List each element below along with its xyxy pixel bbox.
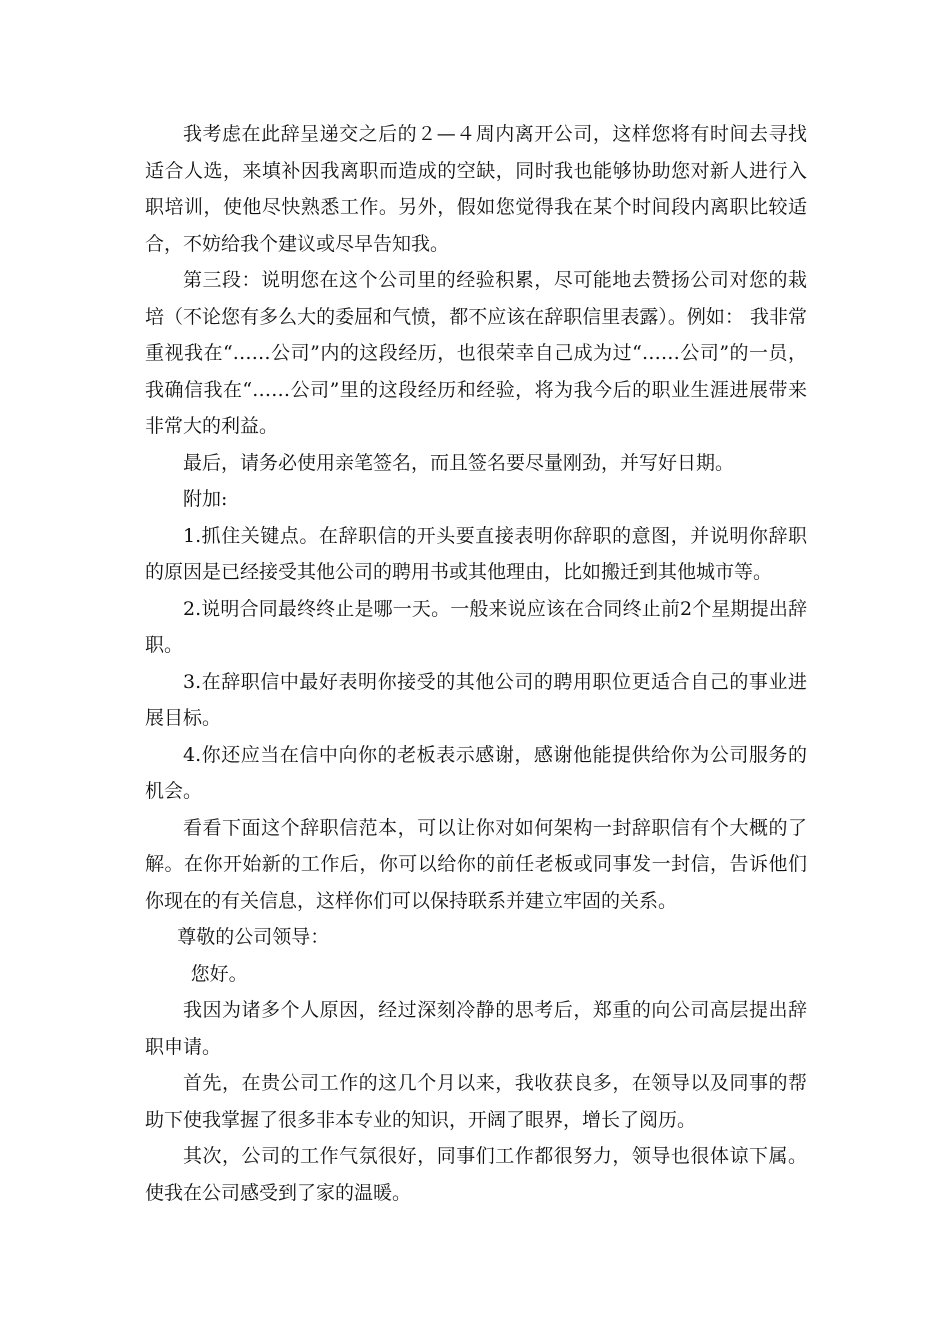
- paragraph-appendix-item-4: 4.你还应当在信中向你的老板表示感谢，感谢他能提供给你为公司服务的机会。: [145, 743, 807, 802]
- letter-body-paragraph-3: 其次，公司的工作气氛很好，同事们工作都很努力，领导也很体谅下属。使我在公司感受到了家的温暖。: [145, 1145, 807, 1204]
- letter-body-paragraph-2: 首先，在贵公司工作的这几个月以来，我收获良多，在领导以及同事的帮助下使我掌握了很多非本专业的知识，开阔了眼界，增长了阅历。: [145, 1072, 807, 1131]
- paragraph-appendix-item-2: 2.说明合同最终终止是哪一天。一般来说应该在合同终止前2个星期提出辞职。: [145, 597, 807, 656]
- letter-body-paragraph-1: 我因为诸多个人原因，经过深刻冷静的思考后，郑重的向公司高层提出辞职申请。: [145, 999, 807, 1058]
- paragraph-appendix-item-3: 3.在辞职信中最好表明你接受的其他公司的聘用职位更适合自己的事业进展目标。: [145, 670, 807, 729]
- paragraph-appendix-item-1: 1.抓住关键点。在辞职信的开头要直接表明你辞职的意图，并说明你辞职的原因是已经接受其他公司的聘用书或其他理由，比如搬迁到其他城市等。: [145, 524, 807, 583]
- paragraph-sample-intro: 看看下面这个辞职信范本，可以让你对如何架构一封辞职信有个大概的了解。在你开始新的工作后，你可以给你的前任老板或同事发一封信，告诉他们你现在的有关信息，这样你们可以保持联系并建立牢固的关系。: [145, 816, 807, 912]
- letter-salutation: 尊敬的公司领导：: [177, 926, 330, 948]
- letter-greeting: 您好。: [190, 962, 248, 985]
- paragraph-resignation-timing: 我考虑在此辞呈递交之后的２—４周内离开公司，这样您将有时间去寻找适合人选，来填补因我离职而造成的空缺，同时我也能够协助您对新人进行入职培训，使他尽快熟悉工作。另外，假如您觉得我在某个时间段内离职比较适合，不妨给我个建议或尽早告知我。: [145, 123, 807, 255]
- paragraph-signature-advice: 最后，请务必使用亲笔签名，而且签名要尽量刚劲，并写好日期。: [183, 451, 735, 474]
- document-body: [145, 116, 807, 1211]
- paragraph-appendix-heading: 附加:: [183, 488, 228, 510]
- paragraph-third-section: 第三段：说明您在这个公司里的经验积累，尽可能地去赞扬公司对您的栽培（不论您有多么大的委屈和气愤，都不应该在辞职信里表露）。例如： 我非常重视我在“……公司”内的这段经历，也很荣幸自己成为过“……公司”的一员，我确信我在“……公司”里的这段经历和经验，将为我今后的职业生涯进展带来非常大的利益。: [145, 269, 807, 437]
